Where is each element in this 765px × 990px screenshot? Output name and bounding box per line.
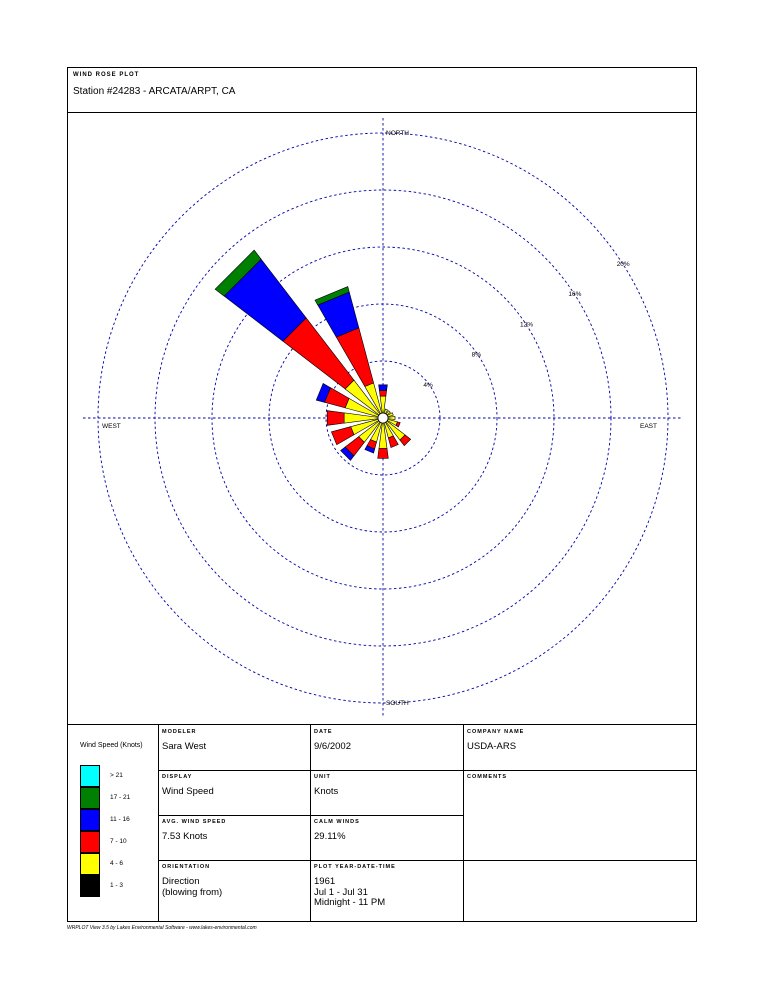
legend-label-7-10: 7 - 10 [110,838,127,845]
calm-winds-label: CALM WINDS [314,819,360,825]
modeler-cell [159,725,310,770]
plot-type-label: WIND ROSE PLOT [73,72,140,78]
plot-time-label: PLOT YEAR-DATE-TIME [314,864,396,870]
legend-label-11-16: 11 - 16 [110,816,130,823]
legend-swatch-1-3 [80,875,100,897]
station-title: Station #24283 - ARCATA/ARPT, CA [73,86,236,97]
footer-credit: WRPLOT View 3.5 by Lakes Environmental Software - www.lakes-environmental.com [67,925,257,931]
legend-label-1-3: 1 - 3 [110,882,124,889]
calm-winds-value: 29.11% [314,831,346,842]
company-value: USDA-ARS [467,741,517,752]
date-label: DATE [314,729,333,735]
avg-speed-value: 7.53 Knots [162,831,208,842]
info-table [68,724,696,922]
calm-winds-cell [311,815,463,860]
plot-time-hours: Midnight - 11 PM [314,897,386,908]
rose-petals [215,250,411,460]
orientation-label: ORIENTATION [162,864,211,870]
legend-title: Wind Speed (Knots) [80,742,143,749]
date-value: 9/6/2002 [314,741,351,752]
label-east: EAST [640,423,657,430]
petal-247.5-2 [331,427,354,445]
plot-frame [67,67,697,922]
plot-time-dates: Jul 1 - Jul 31 [314,886,368,898]
avg-speed-label: AVG. WIND SPEED [162,819,227,825]
display-value: Wind Speed [162,786,214,797]
legend-label-4-6: 4 - 6 [110,860,124,867]
display-label: DISPLAY [162,774,193,780]
date-cell [311,725,463,770]
display-cell [159,770,310,815]
legend-swatch-11-16 [80,809,100,831]
plot-time-cell [311,860,463,922]
ring-label-20: 20% [616,260,630,268]
comments-cell [464,770,696,860]
orientation-value-2: (blowing from) [162,886,223,898]
petal-157.5-2 [388,436,398,448]
calm-circle [378,413,388,423]
ring-label-4: 4% [423,381,433,389]
legend-swatch-7-10 [80,831,100,853]
modeler-label: MODELER [162,729,197,735]
avg-speed-cell [159,815,310,860]
petal-180-2 [378,448,389,458]
orientation-cell [159,860,310,922]
ring-label-12: 12% [520,321,534,329]
label-west: WEST [102,423,121,430]
label-south: SOUTH [386,700,409,707]
petal-0-2 [379,390,386,396]
ring-label-8: 8% [471,351,482,359]
legend-swatch-4-6 [80,853,100,875]
ring-label-16: 16% [568,291,582,299]
unit-cell [311,770,463,815]
company-cell [464,725,696,770]
petal-0-3 [379,385,388,391]
legend-label-gt21: > 21 [110,772,123,779]
unit-value: Knots [314,786,339,797]
unit-label: UNIT [314,774,331,780]
petal-90-1 [388,416,395,419]
comments-label: COMMENTS [467,774,508,780]
petal-270-2 [327,411,344,426]
plot-time-year: 1961 [314,876,336,887]
legend-swatch-17-21 [80,787,100,809]
wind-rose-chart [68,68,696,724]
legend-label-17-21: 17 - 21 [110,794,131,801]
legend-swatch-gt21 [80,765,100,787]
orientation-value-1: Direction [162,876,200,887]
company-label: COMPANY NAME [467,729,525,735]
legend [68,725,158,922]
label-north: NORTH [386,130,409,137]
modeler-value: Sara West [162,741,207,752]
